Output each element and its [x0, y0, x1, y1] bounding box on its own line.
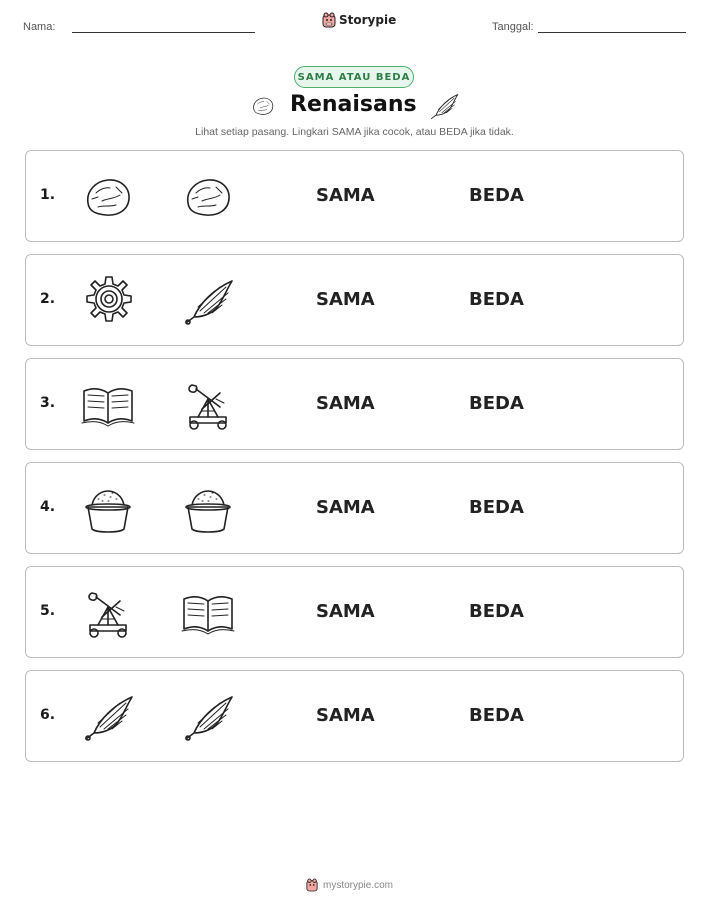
right-picture — [180, 585, 236, 641]
right-picture — [180, 169, 236, 225]
footer — [306, 878, 393, 892]
question-number: 4. — [40, 499, 56, 515]
name-label: Nama: — [23, 21, 56, 33]
storypie-mascot-icon — [322, 12, 336, 28]
gear-icon — [80, 273, 136, 329]
right-picture — [180, 689, 236, 745]
wing-icon — [180, 273, 236, 329]
wing-icon — [80, 689, 136, 745]
brand-logo — [322, 12, 396, 28]
different-option[interactable]: BEDA — [469, 705, 524, 726]
same-option[interactable]: SAMA — [316, 393, 375, 414]
same-option[interactable]: SAMA — [316, 289, 375, 310]
left-picture — [80, 481, 136, 537]
different-option[interactable]: BEDA — [469, 185, 524, 206]
left-picture — [80, 273, 136, 329]
rock-icon — [80, 169, 136, 225]
book-icon — [80, 377, 136, 433]
question-card — [25, 150, 684, 242]
different-option[interactable]: BEDA — [469, 601, 524, 622]
date-label: Tanggal: — [492, 21, 534, 33]
book-icon — [180, 585, 236, 641]
rock-icon — [248, 93, 278, 119]
storypie-mascot-icon — [306, 878, 318, 892]
right-picture — [180, 377, 236, 433]
question-card — [25, 670, 684, 762]
footer-url: mystorypie.com — [323, 879, 394, 891]
page-title: Renaisans — [290, 92, 417, 117]
left-picture — [80, 169, 136, 225]
rock-icon — [180, 169, 236, 225]
left-picture — [80, 585, 136, 641]
question-number: 5. — [40, 603, 56, 619]
catapult-icon — [180, 377, 236, 433]
question-card — [25, 254, 684, 346]
question-card — [25, 358, 684, 450]
right-picture — [180, 481, 236, 537]
bowl-icon — [180, 481, 236, 537]
different-option[interactable]: BEDA — [469, 393, 524, 414]
question-number: 1. — [40, 187, 56, 203]
question-number: 3. — [40, 395, 56, 411]
question-card — [25, 462, 684, 554]
left-picture — [80, 377, 136, 433]
right-picture — [180, 273, 236, 329]
question-number: 2. — [40, 291, 56, 307]
date-field[interactable] — [538, 32, 686, 33]
question-number: 6. — [40, 707, 56, 723]
same-option[interactable]: SAMA — [316, 601, 375, 622]
bowl-icon — [80, 481, 136, 537]
instructions: Lihat setiap pasang. Lingkari SAMA jika cocok, atau BEDA jika tidak. — [195, 126, 514, 138]
wing-icon — [180, 689, 236, 745]
different-option[interactable]: BEDA — [469, 497, 524, 518]
different-option[interactable]: BEDA — [469, 289, 524, 310]
worksheet-type-badge: SAMA ATAU BEDA — [294, 66, 414, 88]
brand-name: Storypie — [339, 13, 397, 27]
same-option[interactable]: SAMA — [316, 705, 375, 726]
same-option[interactable]: SAMA — [316, 185, 375, 206]
left-picture — [80, 689, 136, 745]
catapult-icon — [80, 585, 136, 641]
same-option[interactable]: SAMA — [316, 497, 375, 518]
name-field[interactable] — [72, 32, 255, 33]
question-card — [25, 566, 684, 658]
wing-icon — [428, 90, 460, 122]
